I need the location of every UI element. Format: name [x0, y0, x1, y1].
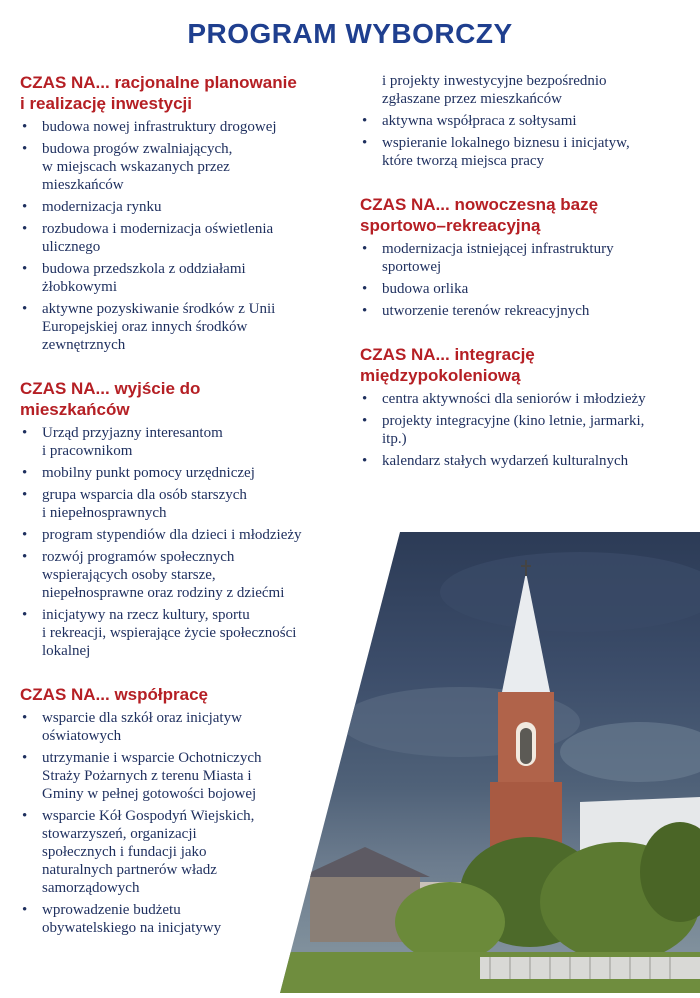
- list-item: [20, 548, 340, 602]
- section-heading-line: sportowo–rekreacyjną: [360, 216, 541, 235]
- section-heading: [20, 684, 340, 705]
- list-item: [360, 390, 690, 408]
- list-item-line: i rekreacji, wspierające życie społeczności: [42, 625, 297, 641]
- list-item-line: budowa orlika: [382, 281, 469, 297]
- continued-section: [360, 72, 690, 170]
- list-item-line: które tworzą miejsca pracy: [382, 153, 545, 169]
- bullet-list: [20, 424, 340, 660]
- section-heading-line: CZAS NA... nowoczesną bazę: [360, 195, 599, 214]
- list-item: [360, 112, 690, 130]
- section-heading-line: i realizację inwestycji: [20, 94, 192, 113]
- list-item: [360, 240, 690, 276]
- bullet-icon: •: [22, 221, 28, 237]
- list-item-line: Urząd przyjazny interesantom: [42, 425, 223, 441]
- list-item-line: naturalnych partnerów władz: [42, 862, 217, 878]
- list-item-line: sportowej: [382, 259, 442, 275]
- list-item: [20, 709, 340, 745]
- list-item: [20, 606, 340, 660]
- list-item: [20, 140, 340, 194]
- section-heading: [360, 344, 690, 386]
- list-item-line: lokalnej: [42, 643, 91, 659]
- list-item: [360, 452, 690, 470]
- bullet-icon: •: [22, 808, 28, 824]
- section-heading-line: CZAS NA... współpracę: [20, 685, 208, 704]
- list-item-line: Europejskiej oraz innych środków: [42, 319, 248, 335]
- list-item-line: ulicznego: [42, 239, 101, 255]
- list-item-line: budowa progów zwalniających,: [42, 141, 233, 157]
- section-heading-line: CZAS NA... wyjście do: [20, 379, 201, 398]
- section-heading-line: międzypokoleniową: [360, 366, 521, 385]
- section-heading: [20, 72, 340, 114]
- bullet-icon: •: [22, 465, 28, 481]
- list-item-line: wprowadzenie budżetu: [42, 902, 181, 918]
- list-item: [360, 412, 690, 448]
- list-item: [20, 118, 340, 136]
- bullet-list: [360, 240, 690, 320]
- list-item: [20, 901, 340, 937]
- list-item-line: wsparcie dla szkół oraz inicjatyw: [42, 710, 242, 726]
- bullet-icon: •: [22, 750, 28, 766]
- list-item-line: Straży Pożarnych z terenu Miasta i: [42, 768, 252, 784]
- list-item-line: wspieranie lokalnego biznesu i inicjatyw,: [382, 135, 630, 151]
- list-item-line: inicjatywy na rzecz kultury, sportu: [42, 607, 250, 623]
- list-item: [20, 424, 340, 460]
- bullet-icon: •: [22, 487, 28, 503]
- list-item: [20, 198, 340, 216]
- bullet-icon: •: [362, 113, 368, 129]
- list-item-line: centra aktywności dla seniorów i młodzieży: [382, 391, 646, 407]
- continued-text-line: i projekty inwestycyjne bezpośrednio: [382, 73, 607, 89]
- bullet-icon: •: [22, 119, 28, 135]
- bullet-icon: •: [362, 391, 368, 407]
- program-section: [360, 344, 690, 470]
- bullet-icon: •: [362, 453, 368, 469]
- list-item-line: itp.): [382, 431, 407, 447]
- list-item: [20, 220, 340, 256]
- bullet-icon: •: [22, 902, 28, 918]
- list-item-line: rozbudowa i modernizacja oświetlenia: [42, 221, 274, 237]
- list-item-line: zewnętrznych: [42, 337, 126, 353]
- list-item-line: Gminy w pełnej gotowości bojowej: [42, 786, 257, 802]
- list-item-line: projekty integracyjne (kino letnie, jarmarki,: [382, 413, 645, 429]
- list-item-line: niepełnosprawne oraz rodziny z dziećmi: [42, 585, 285, 601]
- list-item-line: modernizacja rynku: [42, 199, 162, 215]
- list-item: [20, 260, 340, 296]
- bullet-icon: •: [22, 199, 28, 215]
- bullet-icon: •: [362, 281, 368, 297]
- continued-text-line: zgłaszane przez mieszkańców: [382, 91, 562, 107]
- list-item-line: kalendarz stałych wydarzeń kulturalnych: [382, 453, 629, 469]
- bullet-list: [360, 112, 690, 170]
- list-item: [20, 807, 340, 897]
- bullet-icon: •: [22, 261, 28, 277]
- list-item-line: obywatelskiego na inicjatywy: [42, 920, 222, 936]
- list-item-line: mobilny punkt pomocy urzędniczej: [42, 465, 255, 481]
- list-item-line: stowarzyszeń, organizacji: [42, 826, 197, 842]
- list-item-line: budowa nowej infrastruktury drogowej: [42, 119, 277, 135]
- list-item-line: grupa wsparcia dla osób starszych: [42, 487, 247, 503]
- program-section: [20, 378, 340, 660]
- church-photo: [280, 532, 700, 993]
- bullet-list: [20, 709, 340, 937]
- list-item: [20, 300, 340, 354]
- list-item-line: wsparcie Kół Gospodyń Wiejskich,: [42, 808, 255, 824]
- list-item-line: aktywna współpraca z sołtysami: [382, 113, 577, 129]
- list-item-line: modernizacja istniejącej infrastruktury: [382, 241, 614, 257]
- list-item: [360, 280, 690, 298]
- continued-text: [360, 72, 690, 108]
- bullet-icon: •: [22, 527, 28, 543]
- bullet-icon: •: [22, 301, 28, 317]
- list-item-line: wspierających osoby starsze,: [42, 567, 216, 583]
- bullet-list: [20, 118, 340, 354]
- list-item-line: aktywne pozyskiwanie środków z Unii: [42, 301, 276, 317]
- list-item-line: program stypendiów dla dzieci i młodzieży: [42, 527, 302, 543]
- list-item-line: społecznych i fundacji jako: [42, 844, 207, 860]
- list-item: [20, 526, 340, 544]
- list-item: [360, 134, 690, 170]
- list-item-line: mieszkańców: [42, 177, 124, 193]
- list-item: [20, 486, 340, 522]
- list-item-line: utworzenie terenów rekreacyjnych: [382, 303, 590, 319]
- list-item: [20, 464, 340, 482]
- list-item: [360, 302, 690, 320]
- list-item-line: oświatowych: [42, 728, 122, 744]
- program-section: [360, 194, 690, 320]
- bullet-icon: •: [362, 241, 368, 257]
- section-heading-line: CZAS NA... integrację: [360, 345, 535, 364]
- program-section: [20, 72, 340, 354]
- list-item-line: samorządowych: [42, 880, 140, 896]
- list-item-line: budowa przedszkola z oddziałami: [42, 261, 246, 277]
- list-item-line: i pracownikom: [42, 443, 133, 459]
- left-column: [20, 72, 340, 961]
- bullet-list: [360, 390, 690, 470]
- list-item-line: rozwój programów społecznych: [42, 549, 235, 565]
- list-item-line: w miejscach wskazanych przez: [42, 159, 230, 175]
- page-title: PROGRAM WYBORCZY: [187, 18, 513, 49]
- section-heading: [20, 378, 340, 420]
- program-section: [20, 684, 340, 937]
- bullet-icon: •: [362, 303, 368, 319]
- list-item: [20, 749, 340, 803]
- section-heading-line: mieszkańców: [20, 400, 130, 419]
- section-heading: [360, 194, 690, 236]
- bullet-icon: •: [22, 425, 28, 441]
- bullet-icon: •: [22, 710, 28, 726]
- bullet-icon: •: [362, 135, 368, 151]
- church-photo-illustration: [280, 532, 700, 993]
- bullet-icon: •: [362, 413, 368, 429]
- bullet-icon: •: [22, 549, 28, 565]
- bullet-icon: •: [22, 141, 28, 157]
- list-item-line: żłobkowymi: [42, 279, 117, 295]
- bullet-icon: •: [22, 607, 28, 623]
- right-column: [360, 72, 690, 494]
- list-item-line: utrzymanie i wsparcie Ochotniczych: [42, 750, 262, 766]
- list-item-line: i niepełnosprawnych: [42, 505, 167, 521]
- section-heading-line: CZAS NA... racjonalne planowanie: [20, 73, 297, 92]
